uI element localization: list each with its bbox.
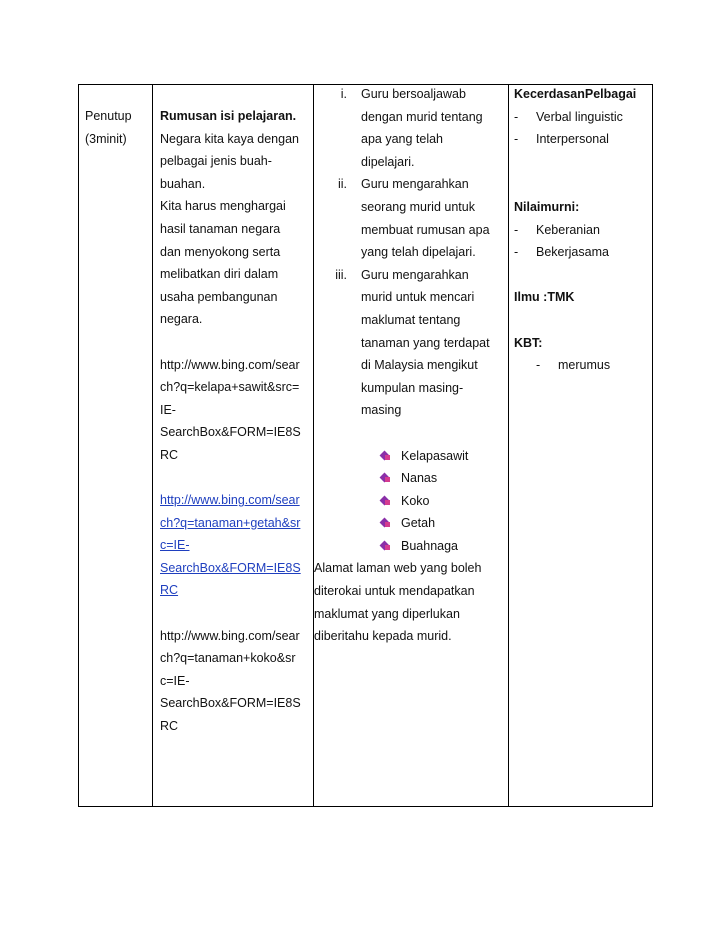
bullet-icon	[381, 496, 391, 506]
url-text: SearchBox&FORM=IE8S	[160, 696, 301, 711]
step-text: tanaman yang terdapat	[361, 335, 490, 350]
url-text: SearchBox&FORM=IE8S	[160, 425, 301, 440]
note-text: maklumat yang diperlukan	[314, 606, 460, 621]
url-text: http://www.bing.com/sear	[160, 628, 300, 643]
step-text: di Malaysia mengikut	[361, 358, 478, 373]
list-item	[317, 467, 490, 490]
content-line: Negara kita kaya dengan	[160, 131, 299, 146]
url-text: ch?q=tanaman+getah&sr	[160, 515, 301, 530]
content-cell	[160, 105, 301, 738]
content-line: dan menyokong serta	[160, 244, 281, 259]
bullet-text: Getah	[401, 516, 436, 531]
kecerdasan-heading: KecerdasanPelbagai	[514, 87, 637, 101]
list-item	[317, 535, 490, 558]
step-text: Guru mengarahkan	[361, 267, 469, 282]
content-line: melibatkan diri dalam	[160, 267, 279, 282]
kecerdasan-item: Interpersonal	[536, 132, 609, 147]
content-line: negara.	[160, 312, 203, 327]
url-text: RC	[160, 719, 179, 734]
bullet-icon	[381, 541, 391, 551]
content-heading: Rumusan isi pelajaran.	[160, 109, 297, 123]
url-link-koko[interactable]	[160, 625, 301, 738]
step-number: ii.	[337, 177, 347, 192]
content-line: buahan.	[160, 176, 206, 191]
kecerdasan-item: Verbal linguistic	[536, 109, 623, 124]
note-text: Alamat laman web yang boleh	[314, 561, 482, 576]
note-text: diberitahu kepada murid.	[314, 629, 452, 644]
activity-cell	[314, 83, 490, 648]
step-text: seorang murid untuk	[361, 199, 475, 214]
url-link-getah[interactable]	[160, 489, 301, 602]
content-line: pelbagai jenis buah-	[160, 154, 272, 169]
dash-marker: -	[514, 222, 519, 237]
url-text: ch?q=tanaman+koko&sr	[160, 651, 296, 666]
step-text: yang telah dipelajari.	[361, 245, 476, 260]
kbt-item: merumus	[558, 358, 611, 373]
dash-marker: -	[514, 109, 519, 124]
step-text: Guru mengarahkan	[361, 177, 469, 192]
bullet-text: Buahnaga	[401, 538, 459, 553]
url-text: c=IE-	[160, 538, 190, 553]
step-text: dengan murid tentang	[361, 109, 483, 124]
kbt-heading: KBT:	[514, 335, 543, 350]
nilai-item: Bekerjasama	[536, 245, 609, 260]
url-link-kelapa-sawit[interactable]	[160, 354, 301, 467]
column-divider	[313, 85, 314, 806]
dash-marker: -	[536, 358, 541, 373]
url-text: SearchBox&FORM=IE8S	[160, 560, 301, 575]
step-text: apa yang telah	[361, 132, 444, 147]
step-number: i.	[340, 87, 347, 101]
column-divider	[152, 85, 153, 806]
step-text: membuat rumusan apa	[361, 222, 490, 237]
url-text: RC	[160, 583, 179, 598]
content-line: Kita harus menghargai	[160, 199, 286, 214]
dash-marker: -	[514, 245, 519, 260]
step-text: murid untuk mencari	[361, 290, 475, 305]
step-text: maklumat tentang	[361, 312, 461, 327]
stage-duration: (3minit)	[85, 131, 127, 146]
url-text: ch?q=kelapa+sawit&src=	[160, 380, 300, 395]
url-text: c=IE-	[160, 673, 190, 688]
bullet-text: Nanas	[401, 471, 438, 486]
stage-cell	[85, 105, 132, 150]
step-text: masing	[361, 403, 402, 418]
content-line: usaha pembangunan	[160, 289, 278, 304]
dash-marker: -	[514, 132, 519, 147]
content-line: hasil tanaman negara	[160, 221, 281, 236]
lesson-table	[78, 84, 653, 807]
list-item	[317, 445, 490, 468]
url-text: IE-	[160, 402, 176, 417]
stage-title: Penutup	[85, 109, 132, 123]
step-text: kumpulan masing-	[361, 380, 464, 395]
nilai-item: Keberanian	[536, 222, 600, 237]
bullet-icon	[381, 473, 391, 483]
step-text: dipelajari.	[361, 154, 415, 169]
url-text: http://www.bing.com/sear	[160, 493, 300, 508]
list-item	[317, 490, 490, 513]
step-number: iii.	[335, 267, 347, 282]
bullet-icon	[381, 518, 391, 528]
url-text: RC	[160, 447, 179, 462]
nilai-heading: Nilaimurni:	[514, 199, 580, 214]
ilmu-label: Ilmu :TMK	[514, 290, 575, 305]
step-text: Guru bersoaljawab	[361, 87, 466, 101]
url-text: http://www.bing.com/sear	[160, 357, 300, 372]
bullet-text: Koko	[401, 493, 430, 508]
column-divider	[508, 85, 509, 806]
bullet-icon	[381, 451, 391, 461]
values-cell	[514, 83, 636, 377]
list-item	[317, 512, 490, 535]
bullet-text: Kelapasawit	[401, 448, 469, 463]
note-text: diterokai untuk mendapatkan	[314, 584, 475, 599]
